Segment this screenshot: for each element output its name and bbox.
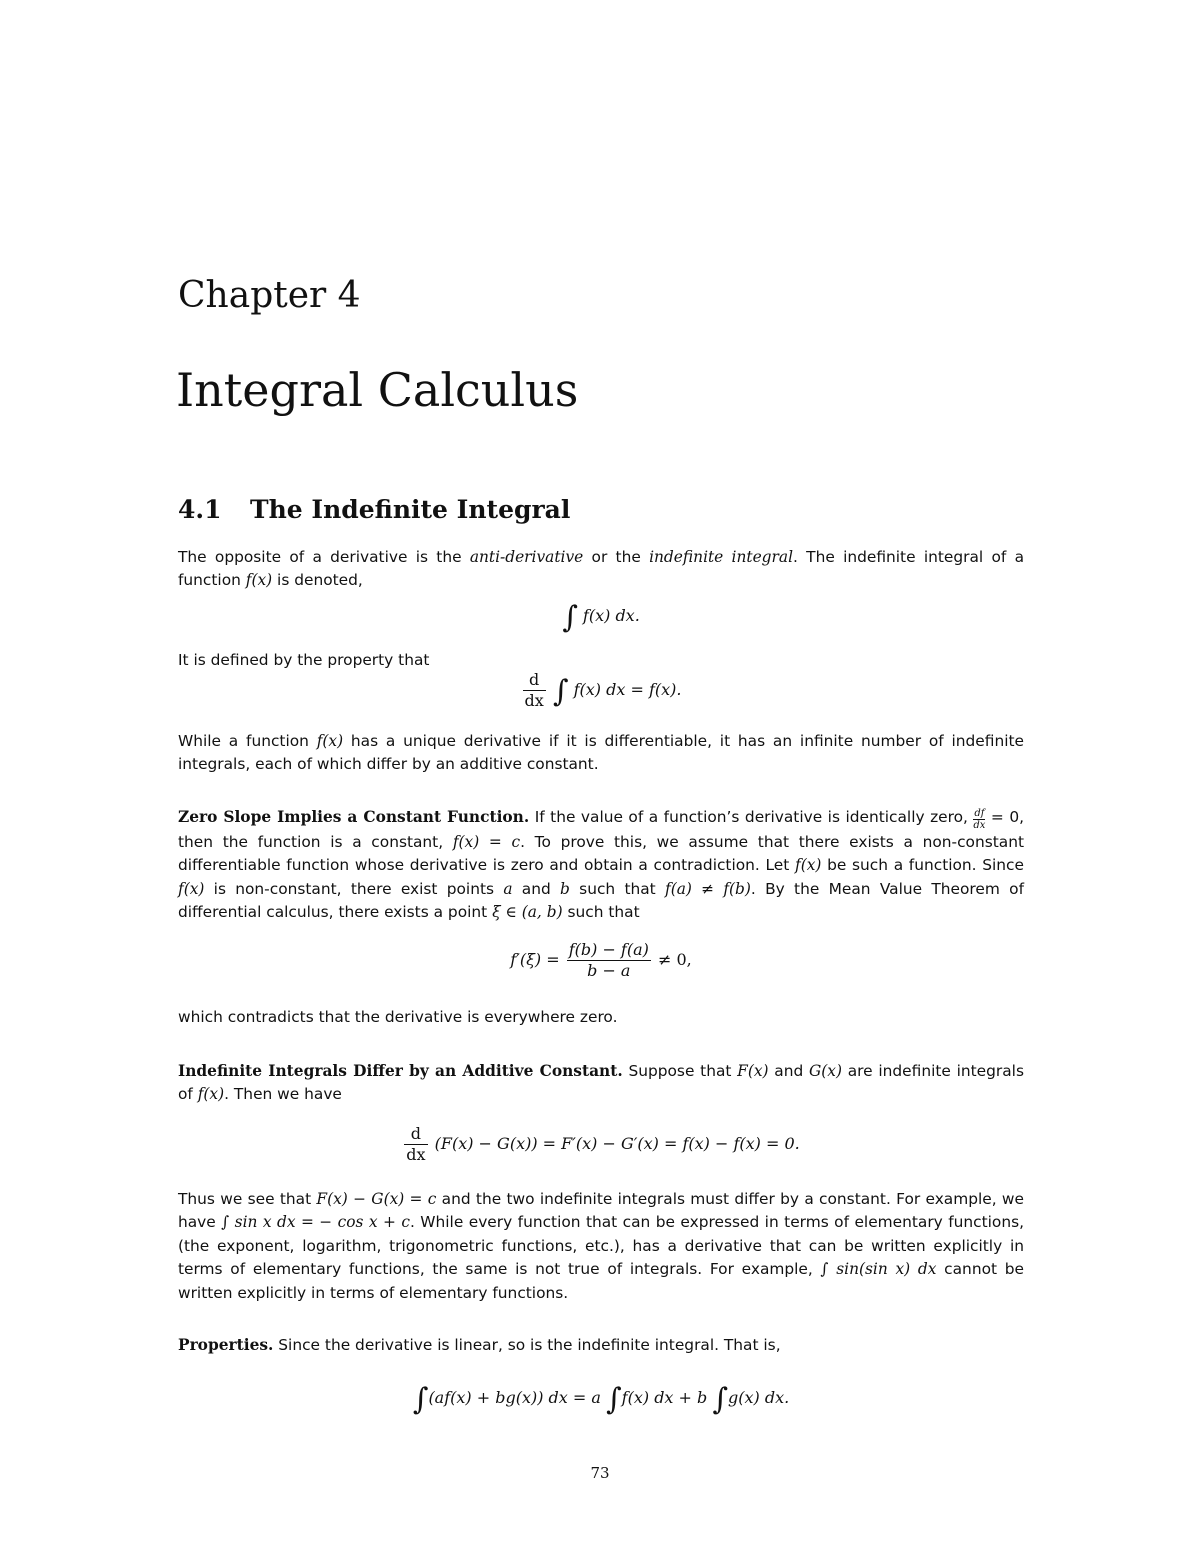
text: such that xyxy=(562,903,640,922)
text: While a function xyxy=(178,732,317,750)
equation-lhs: f′(ξ) = xyxy=(510,950,560,969)
text: . While every function that can be expressed in terms of elementary functions, (the exponent, logarithm, trigonometric functions, etc.), has a derivative that can be written explicitly in terms of elementary functions, the same is not true of integrals. For example, xyxy=(178,1213,1025,1279)
equation-linearity xyxy=(178,1382,1024,1417)
chapter-title: Integral Calculus xyxy=(176,363,579,417)
math-inline: f(x) xyxy=(197,1085,225,1104)
math-inline: f(a) ≠ f(b) xyxy=(665,879,751,898)
text: Thus we see that xyxy=(178,1190,317,1208)
integral-sign: ∫ xyxy=(552,674,569,709)
fraction-numerator: d xyxy=(523,670,546,691)
fraction-mean-value xyxy=(567,940,651,981)
text: Since the derivative is linear, so is the indefinite integral. That is, xyxy=(273,1336,781,1354)
fraction-denominator: dx xyxy=(406,1145,426,1164)
equation-derivative-property xyxy=(178,670,1024,711)
text: . Then we have xyxy=(224,1085,342,1104)
emphasis-indefinite-integral: indefinite integral xyxy=(649,548,793,566)
fraction-denominator: dx xyxy=(524,691,544,710)
runin-heading-properties: Properties. xyxy=(178,1336,274,1354)
math-inline: F(x) xyxy=(737,1062,769,1080)
paragraph-properties xyxy=(178,1334,1024,1357)
integral-sign: ∫ xyxy=(606,1382,622,1417)
integral-sign: ∫ xyxy=(412,1382,429,1417)
math-inline: b xyxy=(560,879,570,898)
text: be such a function. Since xyxy=(821,856,1024,875)
equation-body: f(x) dx = f(x). xyxy=(573,680,682,699)
paragraph-additive-constant xyxy=(178,1060,1024,1107)
fraction-d-dx xyxy=(404,1124,427,1165)
text: such that xyxy=(569,879,665,898)
page-number: 73 xyxy=(590,1464,610,1482)
text: has a unique derivative if it is differentiable, it has an infinite number of indefinite integrals, each of which differ by an additive constant. xyxy=(178,732,1024,774)
integral-sign: ∫ xyxy=(712,1382,729,1417)
paragraph-zero-slope xyxy=(178,806,1024,925)
math-inline: a xyxy=(503,879,513,898)
emphasis-anti-derivative: anti-derivative xyxy=(469,548,584,566)
runin-heading-additive-constant: Indefinite Integrals Differ by an Additive Constant. xyxy=(178,1062,623,1080)
math-inline: ∫ sin x dx = − cos x + c xyxy=(221,1213,410,1232)
text: and xyxy=(512,879,561,898)
text: = 0, then the function is a constant, xyxy=(178,808,1025,851)
math-inline: G(x) xyxy=(809,1062,842,1080)
equation-part: g(x) dx. xyxy=(728,1388,790,1407)
paragraph-thus xyxy=(178,1188,1024,1305)
equation-body: f(x) dx. xyxy=(582,606,640,625)
math-inline: f(x) xyxy=(245,571,273,590)
equation-rhs: ≠ 0, xyxy=(657,950,692,969)
math-inline: f(x) xyxy=(316,732,344,750)
fraction-denominator: b − a xyxy=(587,961,631,980)
text: . The indefinite integral of a function xyxy=(178,548,1024,590)
equation-mean-value xyxy=(178,940,1024,981)
fraction-denominator: dx xyxy=(973,820,986,831)
paragraph-unique-derivative xyxy=(178,730,1024,777)
math-inline: f(x) = c xyxy=(452,833,521,851)
text: If the value of a function’s derivative is identically zero, xyxy=(529,808,974,826)
text: or the xyxy=(583,548,650,566)
text: is denoted, xyxy=(272,571,363,590)
inline-fraction-df-dx xyxy=(973,808,985,831)
math-inline: f(x) xyxy=(795,856,822,875)
equation-difference xyxy=(178,1124,1024,1165)
text: are indefinite integrals of xyxy=(178,1062,1024,1104)
paragraph-intro xyxy=(178,546,1024,593)
text: . By the Mean Value Theorem of differential calculus, there exists a point xyxy=(178,879,1024,922)
paragraph-contradicts: which contradicts that the derivative is everywhere zero. xyxy=(178,1008,618,1026)
section-number: 4.1 xyxy=(178,495,222,524)
text: is non-constant, there exist points xyxy=(204,879,504,898)
text: . To prove this, we assume that there exists a non-constant differentiable function whose derivative is zero and obtain a contradiction. Let xyxy=(178,833,1024,875)
equation-body: (F(x) − G(x)) = F′(x) − G′(x) = f(x) − f(x) = 0. xyxy=(434,1134,800,1153)
math-inline: ξ ∈ (a, b) xyxy=(492,903,563,922)
equation-integral-definition xyxy=(178,600,1024,635)
math-inline: ∫ sin(sin x) dx xyxy=(820,1260,937,1279)
integral-sign: ∫ xyxy=(562,600,578,635)
fraction-numerator: f(b) − f(a) xyxy=(568,940,649,959)
math-inline: F(x) − G(x) = c xyxy=(316,1190,437,1208)
text: and the two indefinite integrals must differ by a constant. For example, we have xyxy=(178,1190,1024,1232)
equation-part: f(x) dx + b xyxy=(621,1388,708,1407)
text: cannot be written explicitly in terms of elementary functions. xyxy=(178,1260,1024,1302)
text: Suppose that xyxy=(622,1062,738,1080)
paragraph-defined: It is defined by the property that xyxy=(178,651,430,669)
chapter-label: Chapter 4 xyxy=(178,275,361,316)
text: The opposite of a derivative is the xyxy=(178,548,470,566)
section-heading xyxy=(178,494,570,526)
fraction-numerator: df xyxy=(974,808,985,819)
fraction-d-dx xyxy=(523,670,546,711)
runin-heading-zero-slope: Zero Slope Implies a Constant Function. xyxy=(178,808,530,826)
math-inline: f(x) xyxy=(178,879,205,898)
fraction-numerator: d xyxy=(404,1124,427,1145)
section-title: The Indefinite Integral xyxy=(250,495,571,524)
equation-part: (af(x) + bg(x)) dx = a xyxy=(428,1388,601,1407)
text: and xyxy=(768,1062,809,1080)
